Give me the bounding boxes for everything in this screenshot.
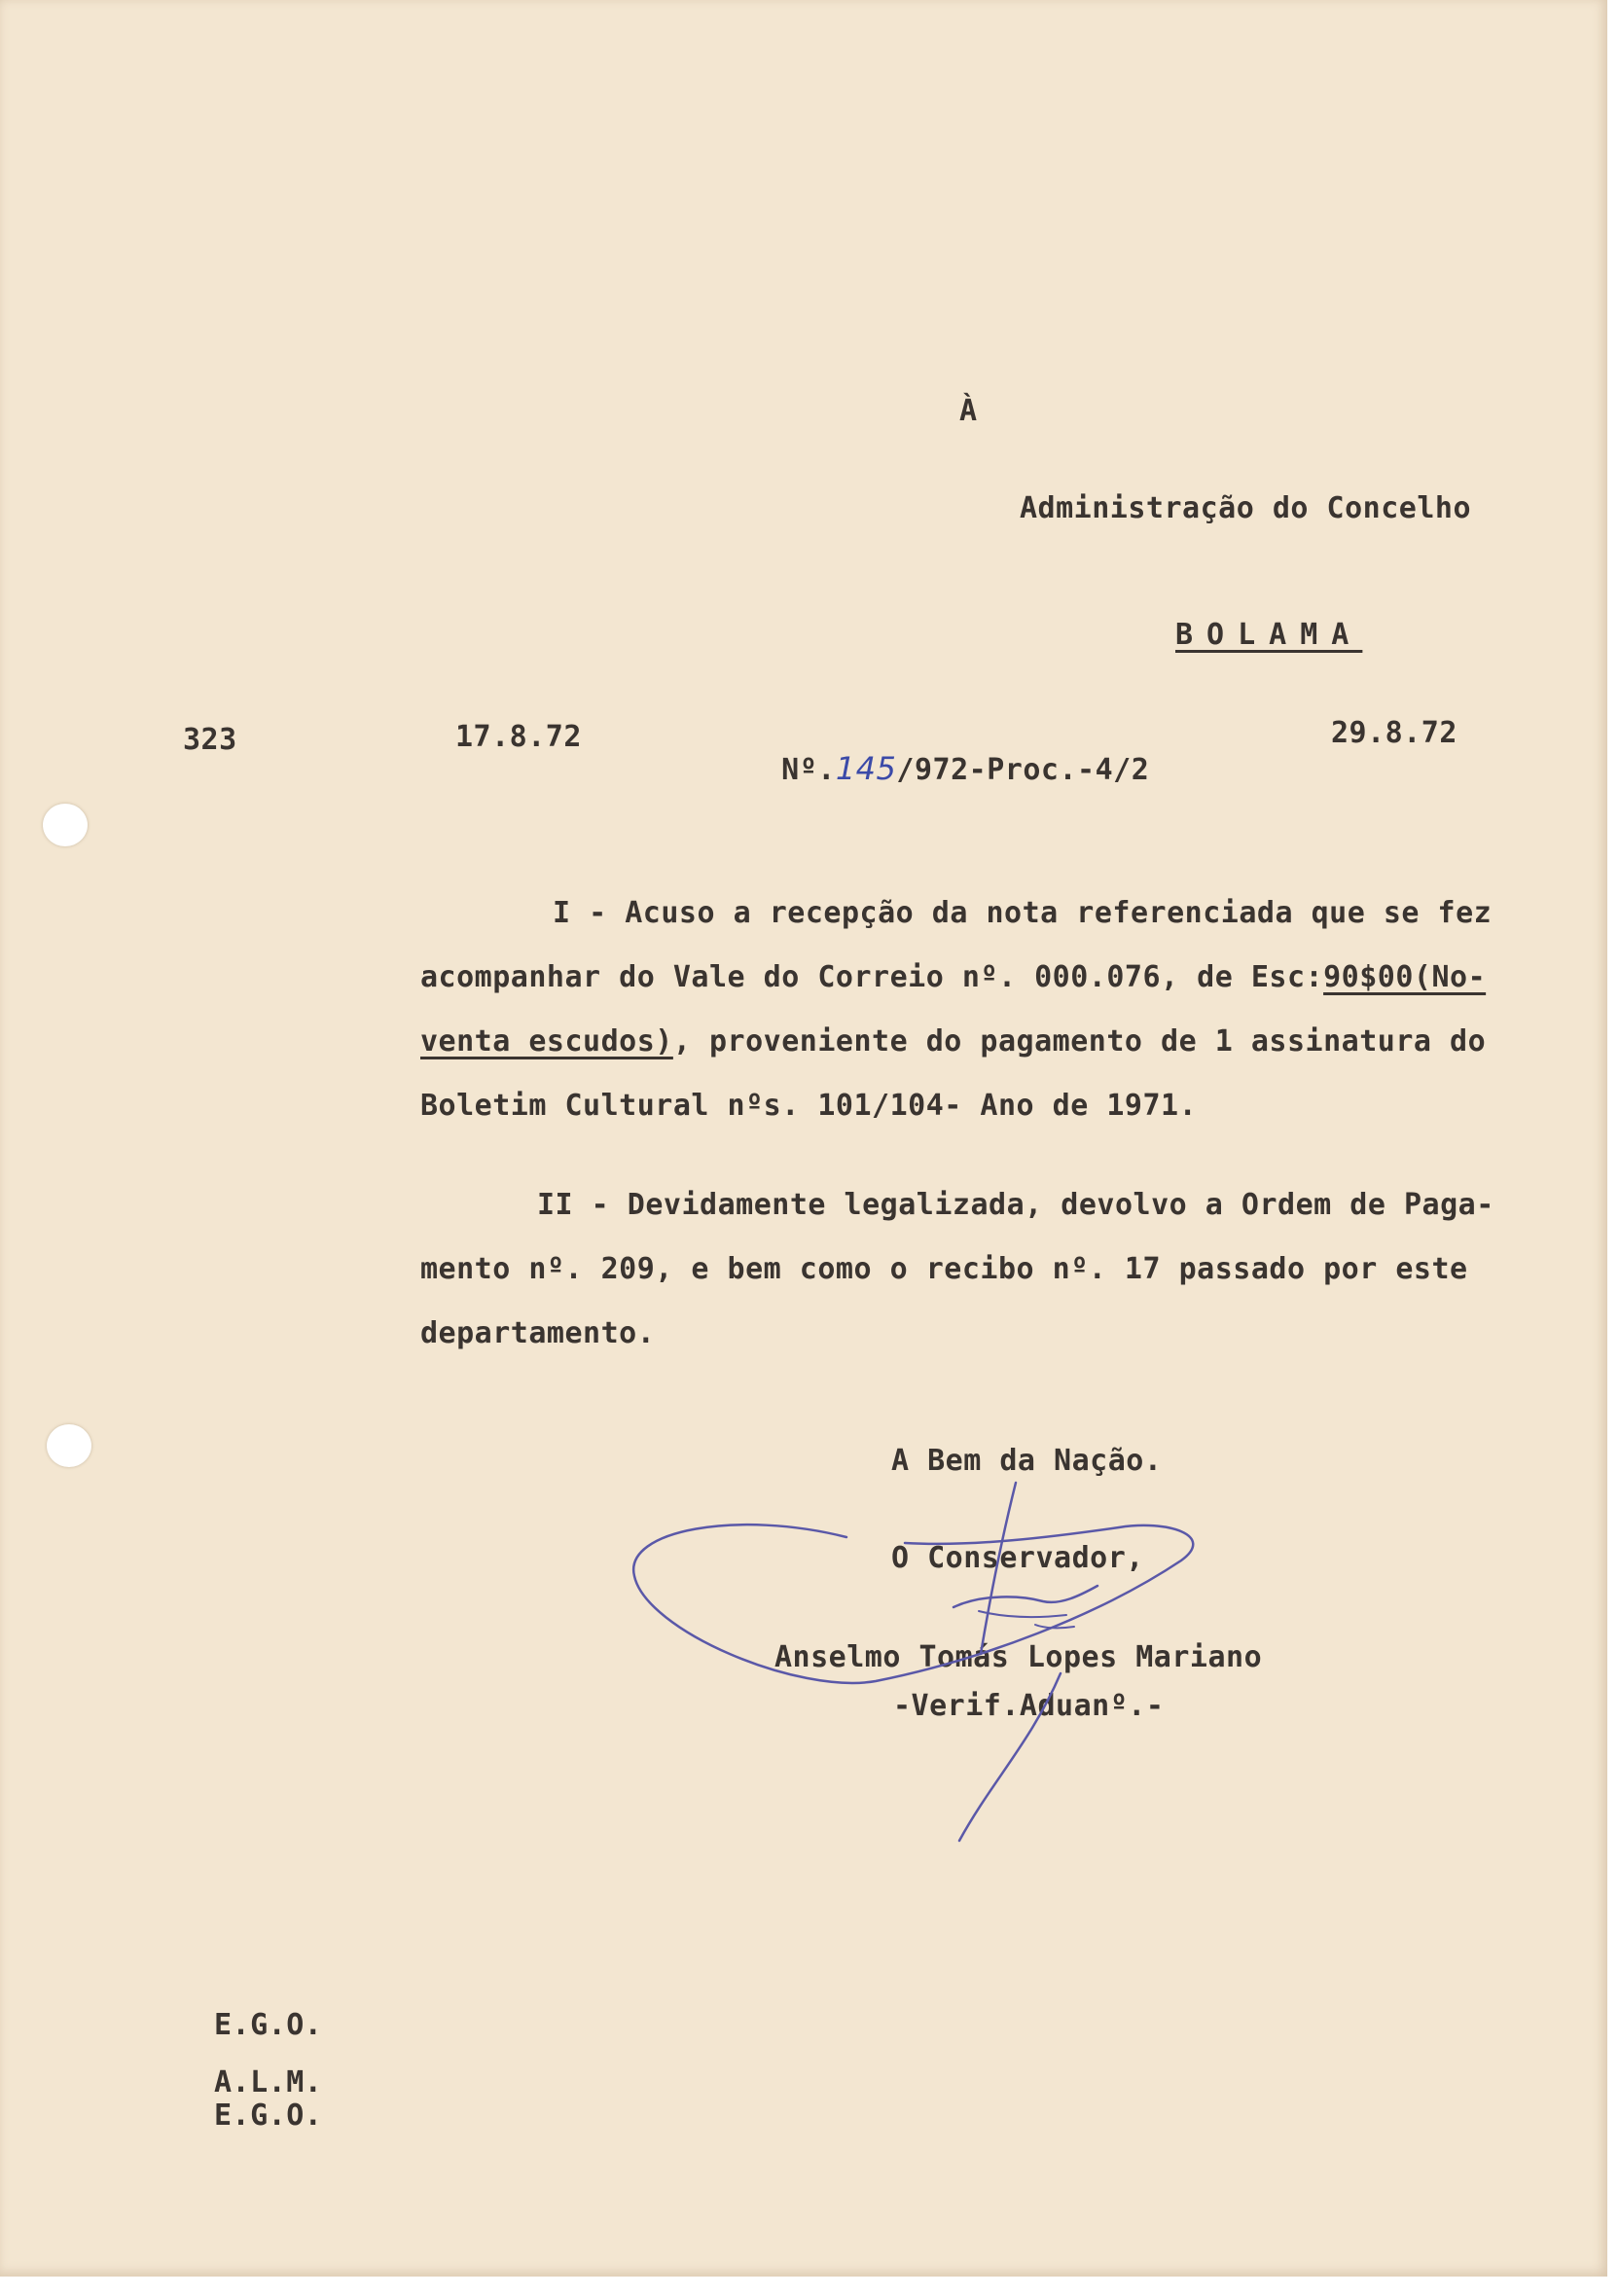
paragraph-1-line-3-text: , proveniente do pagamento de 1 assinatura do: [672, 1024, 1487, 1058]
punch-hole-top: [43, 804, 88, 846]
signatory-name: Anselmo Tomás Lopes Mariano: [774, 1640, 1263, 1674]
reference-number: 323: [183, 723, 237, 757]
initials-line-3: E.G.O.: [214, 2099, 323, 2133]
paragraph-2-line-2: mento nº. 209, e bem como o recibo nº. 17 passado por este: [420, 1252, 1468, 1286]
paragraph-1-line-3: [420, 1010, 1486, 1074]
closing-salutation: A Bem da Nação.: [891, 1444, 1163, 1478]
paragraph-2-line-1: II - Devidamente legalizada, devolvo a Ordem de Paga-: [537, 1188, 1494, 1222]
amount-words-underlined: venta escudos): [420, 1024, 673, 1058]
signatory-role: -Verif.Aduanº.-: [893, 1689, 1165, 1723]
initials-line-2: A.L.M.: [214, 2065, 323, 2099]
reference-suffix: /972-Proc.-4/2: [896, 753, 1150, 787]
paragraph-1-line-4: Boletim Cultural nºs. 101/104- Ano de 1971.: [420, 1089, 1198, 1123]
addressee-prefix: À: [959, 394, 978, 428]
paragraph-1-line-2: [420, 946, 1486, 1010]
scan-border-bottom: [0, 2277, 1619, 2296]
scan-border-right: [1607, 0, 1619, 2296]
recipient-name: Administração do Concelho: [1020, 491, 1472, 525]
paragraph-1-line-1: I - Acuso a recepção da nota referenciada que se fez: [553, 896, 1493, 930]
initials-line-1: E.G.O.: [214, 2008, 323, 2042]
reference-code: [745, 716, 1149, 787]
punch-hole-bottom: [47, 1424, 91, 1467]
paragraph-2-line-3: departamento.: [420, 1316, 656, 1350]
reference-date: 29.8.72: [1331, 716, 1457, 750]
reference-handwritten-number: 145: [835, 750, 897, 787]
reference-their-date: 17.8.72: [455, 720, 582, 754]
amount-underlined: 90$00(No-: [1323, 960, 1487, 994]
paragraph-1-line-2-text: acompanhar do Vale do Correio nº. 000.076, de Esc:: [420, 960, 1324, 994]
reference-prefix: Nº.: [781, 753, 836, 787]
signatory-title: O Conservador,: [891, 1541, 1144, 1575]
recipient-city: BOLAMA: [1175, 618, 1363, 652]
